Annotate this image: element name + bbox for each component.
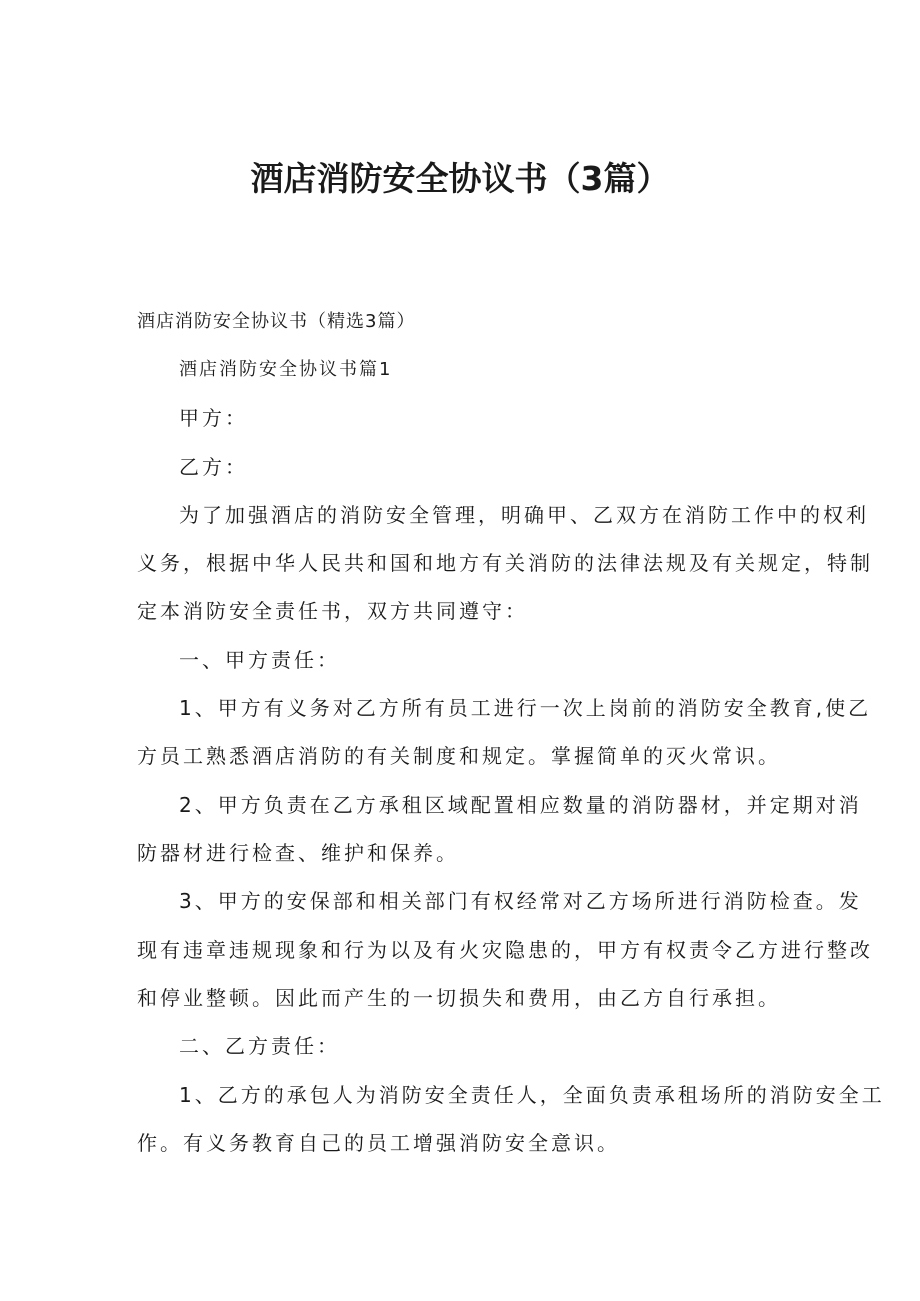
clause-line: 1、乙方的承包人为消防安全责任人，全面负责承租场所的消防安全工: [179, 1083, 885, 1107]
clause-line: 3、甲方的安保部和相关部门有权经常对乙方场所进行消防检查。发: [179, 889, 862, 913]
clause-line: 方员工熟悉酒店消防的有关制度和规定。掌握简单的灭火常识。: [137, 744, 781, 768]
clause-heading: 二、乙方责任：: [179, 1034, 340, 1058]
clause-line: 和停业整顿。因此而产生的一切损失和费用，由乙方自行承担。: [137, 986, 781, 1010]
clause-line: 现有违章违规现象和行为以及有火灾隐患的，甲方有权责令乙方进行整改: [137, 938, 873, 962]
party-b-label: 乙方：: [179, 455, 248, 479]
paragraph-line: 定本消防安全责任书，双方共同遵守：: [137, 599, 528, 623]
paragraph-line: 为了加强酒店的消防安全管理，明确甲、乙双方在消防工作中的权利: [179, 503, 869, 527]
clause-heading: 一、甲方责任：: [179, 648, 340, 672]
paragraph-line: 义务，根据中华人民共和国和地方有关消防的法律法规及有关规定，特制: [137, 551, 873, 575]
clause-line: 1、甲方有义务对乙方所有员工进行一次上岗前的消防安全教育,使乙: [179, 696, 872, 720]
clause-line: 作。有义务教育自己的员工增强消防安全意识。: [137, 1131, 620, 1155]
section-heading: 酒店消防安全协议书篇1: [179, 359, 393, 380]
document-subtitle: 酒店消防安全协议书（精选3篇）: [137, 311, 416, 332]
clause-line: 2、甲方负责在乙方承租区域配置相应数量的消防器材，并定期对消: [179, 793, 862, 817]
party-a-label: 甲方：: [179, 406, 248, 430]
clause-line: 防器材进行检查、维护和保养。: [137, 841, 459, 865]
document-title: 酒店消防安全协议书（3篇）: [250, 159, 670, 198]
